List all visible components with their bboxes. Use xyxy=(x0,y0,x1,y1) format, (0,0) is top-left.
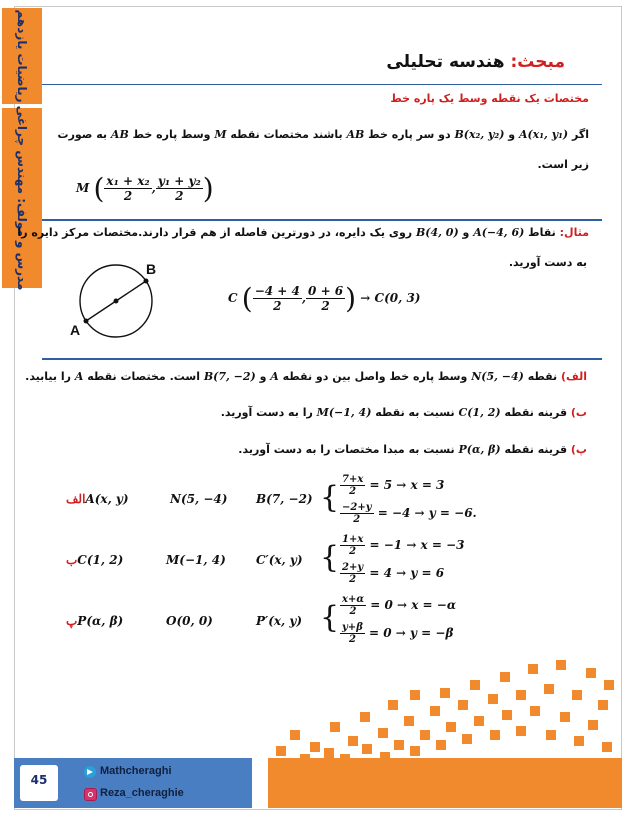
point-a-dot xyxy=(84,319,89,324)
formula-open-paren: ( xyxy=(93,172,105,205)
row1-eq1-den: 2 xyxy=(349,486,357,497)
row3-eq2 xyxy=(340,622,453,645)
formula-num-y: y₁ + y₂ xyxy=(157,174,201,188)
exercise-a xyxy=(25,370,587,383)
formula-num-x: x₁ + x₂ xyxy=(106,174,150,188)
row1-eq2-rest: = −4 → y = −6. xyxy=(377,506,477,520)
exercise-a-point-a: A xyxy=(270,370,279,383)
instagram-handle: Reza_cheraghie xyxy=(100,787,184,799)
exercise-p-label: پ) xyxy=(570,443,587,456)
intro-text-endpoints: دو سر پاره خط xyxy=(368,128,451,141)
topic-colon: : xyxy=(510,52,518,72)
exercise-b-point-c: C(1, 2) xyxy=(458,406,501,419)
intro-text-if: اگر xyxy=(571,128,589,141)
exercise-a-text-3: است. مختصات نقطه xyxy=(87,370,200,383)
page-number: 45 xyxy=(30,773,48,787)
diagram-label-b: B xyxy=(146,261,157,277)
row2-point-3: C′(x, y) xyxy=(256,553,303,567)
formula-den-x: 2 xyxy=(123,189,133,203)
intro-point-a: A(x₁, y₁) xyxy=(518,128,569,141)
exercise-a-text-1: نقطه xyxy=(527,370,558,383)
example-and: و xyxy=(462,226,470,239)
row3-eq1-rest: = 0 → x = −α xyxy=(370,598,457,612)
telegram-icon xyxy=(84,766,96,778)
row3-point-3: P′(x, y) xyxy=(256,614,303,628)
row1-point-3: B(7, −2) xyxy=(256,492,313,506)
example-text-points: نقاط xyxy=(528,226,556,239)
intro-text-form: به صورت xyxy=(57,128,108,141)
example-line-1 xyxy=(18,226,590,239)
intro-line-1 xyxy=(58,128,589,141)
example-text-circle: روی یک دایره، در دورترین فاصله از هم قرار دارند.مختصات مرکز دایره را xyxy=(17,226,413,239)
row2-eq2 xyxy=(340,562,444,585)
exercise-b-label: ب) xyxy=(570,406,587,419)
diagram-label-a: A xyxy=(70,322,81,338)
exercise-a-text-4: را بیابید. xyxy=(25,370,71,383)
exercise-a-text-2: وسط پاره خط واصل بین دو نقطه xyxy=(282,370,468,383)
solution-open-paren: ( xyxy=(241,282,253,315)
midpoint-formula: M ( $\frac{\text{x₁ + x₂}}{2}$ , $\frac{\text{y₁ + y₂}}{2}$ ) xyxy=(76,172,214,205)
solution-result: → C(0, 3) xyxy=(360,291,421,305)
row3-eq1-den: 2 xyxy=(349,606,357,617)
row1-tag: الف xyxy=(66,492,86,506)
row3-point-2: O(0, 0) xyxy=(166,614,213,628)
intro-point-m: M xyxy=(214,128,227,141)
formula-m: M xyxy=(76,181,90,195)
example-line-2: به دست آورید. xyxy=(508,256,587,269)
intro-and: و xyxy=(508,128,516,141)
row1-point-1: A(x, y) xyxy=(85,492,129,506)
formula-close-paren: ) xyxy=(202,172,214,205)
row3-eq1-num: x+α xyxy=(342,594,365,605)
row1-eq2 xyxy=(340,502,477,525)
telegram-handle: Mathcheraghi xyxy=(100,765,172,777)
exercise-p-point-p: P(α, β) xyxy=(458,443,501,456)
row2-point-2: M(−1, 4) xyxy=(166,553,226,567)
row3-tag: پ xyxy=(66,614,78,628)
topic-label: مبحث xyxy=(517,52,565,72)
solution-row-1-tag xyxy=(66,492,129,506)
solution-frac-y xyxy=(306,284,345,313)
row2-eq1-num: 1+x xyxy=(342,534,364,545)
row2-brace: { xyxy=(320,540,340,575)
formula-frac-x xyxy=(104,174,151,203)
center-dot xyxy=(114,299,119,304)
exercise-b xyxy=(221,406,587,419)
exercise-a-point-b: B(7, −2) xyxy=(203,370,256,383)
row2-eq2-rest: = 4 → y = 6 xyxy=(369,566,445,580)
row3-eq2-rest: = 0 → y = −β xyxy=(369,626,454,640)
row2-eq1-rest: = −1 → x = −3 xyxy=(369,538,465,552)
sidebar-course-tab xyxy=(2,8,42,104)
solution-c: C xyxy=(228,291,238,305)
row1-brace: { xyxy=(320,480,340,515)
solution-close-paren: ) xyxy=(345,282,357,315)
intro-text-midpoint: وسط پاره خط xyxy=(132,128,211,141)
row1-eq2-den: 2 xyxy=(353,514,361,525)
row3-brace: { xyxy=(320,600,340,635)
exercise-p-text-2: نسبت به مبدا مختصات را به دست آورید. xyxy=(238,443,455,456)
section-divider-2 xyxy=(42,358,602,360)
formula-frac-y xyxy=(156,174,203,203)
instagram-icon xyxy=(84,788,97,801)
exercise-p-text-1: قرینه نقطه xyxy=(504,443,568,456)
formula-den-y: 2 xyxy=(175,189,184,203)
row3-eq2-den: 2 xyxy=(348,634,356,645)
solution-frac-x xyxy=(253,284,302,313)
row3-eq2-num: y+β xyxy=(342,622,363,633)
page-title xyxy=(386,52,565,72)
row2-point-1: C(1, 2) xyxy=(77,553,124,567)
row1-eq1 xyxy=(340,474,444,497)
row2-eq1-den: 2 xyxy=(349,546,357,557)
row3-point-1: P(α, β) xyxy=(77,614,124,628)
exercise-a-point-n: N(5, −4) xyxy=(471,370,524,383)
footer-orange-bar xyxy=(268,758,622,808)
intro-segment-ab-2: AB xyxy=(110,128,129,141)
solution-num-x: −4 + 4 xyxy=(254,284,300,298)
header-divider xyxy=(42,84,602,85)
section-divider-1 xyxy=(42,219,602,221)
intro-point-b: B(x₂, y₂) xyxy=(454,128,505,141)
intro-text-coords: باشند مختصات نقطه xyxy=(230,128,343,141)
row3-eq1 xyxy=(340,594,456,617)
exercise-b-point-m: M(−1, 4) xyxy=(316,406,372,419)
row1-eq1-num: 7+x xyxy=(342,474,364,485)
example-label: مثال: xyxy=(559,226,589,239)
exercise-p xyxy=(238,443,587,456)
row2-eq2-den: 2 xyxy=(349,574,357,585)
exercise-b-text-3: را به دست آورید. xyxy=(220,406,313,419)
row2-eq1 xyxy=(340,534,465,557)
intro-line-2: زیر است. xyxy=(537,158,589,171)
sidebar-author-label: مدرس و مولف: مهندس چراغی xyxy=(15,105,29,291)
row1-point-2: N(5, −4) xyxy=(170,492,228,506)
solution-row-3-tag xyxy=(66,614,123,628)
exercise-b-text-2: نسبت به نقطه xyxy=(375,406,455,419)
sidebar-author-tab xyxy=(2,105,42,291)
solution-num-y: 0 + 6 xyxy=(308,284,344,298)
solution-row-2-tag xyxy=(66,553,123,567)
exercise-a-point-a-2: A xyxy=(74,370,84,383)
solution-den-x: 2 xyxy=(273,299,282,313)
point-b-dot xyxy=(144,279,149,284)
exercise-a-label: الف) xyxy=(560,370,587,383)
row2-eq2-num: 2+y xyxy=(342,562,364,573)
example-point-a: A(−4, 6) xyxy=(473,226,525,239)
row1-eq2-num: −2+y xyxy=(342,502,372,513)
section-subtitle: مختصات یک نقطه وسط یک پاره خط xyxy=(390,92,589,105)
exercise-a-and: و xyxy=(259,370,267,383)
example-solution: C ( $\frac{-4 + 4}{2}$ , $\frac{0 + 6}{2}$ ) → C(0, 3) xyxy=(228,282,421,315)
row2-tag: ب xyxy=(66,553,78,567)
solution-den-y: 2 xyxy=(321,299,330,313)
sidebar-course-label: ریاضیات یازدهم xyxy=(15,9,29,103)
example-point-b: B(4, 0) xyxy=(415,226,459,239)
topic-title: هندسه تحلیلی xyxy=(386,52,505,72)
intro-segment-ab: AB xyxy=(346,128,365,141)
row1-eq1-rest: = 5 → x = 3 xyxy=(369,478,445,492)
exercise-b-text-1: قرینه نقطه xyxy=(504,406,568,419)
